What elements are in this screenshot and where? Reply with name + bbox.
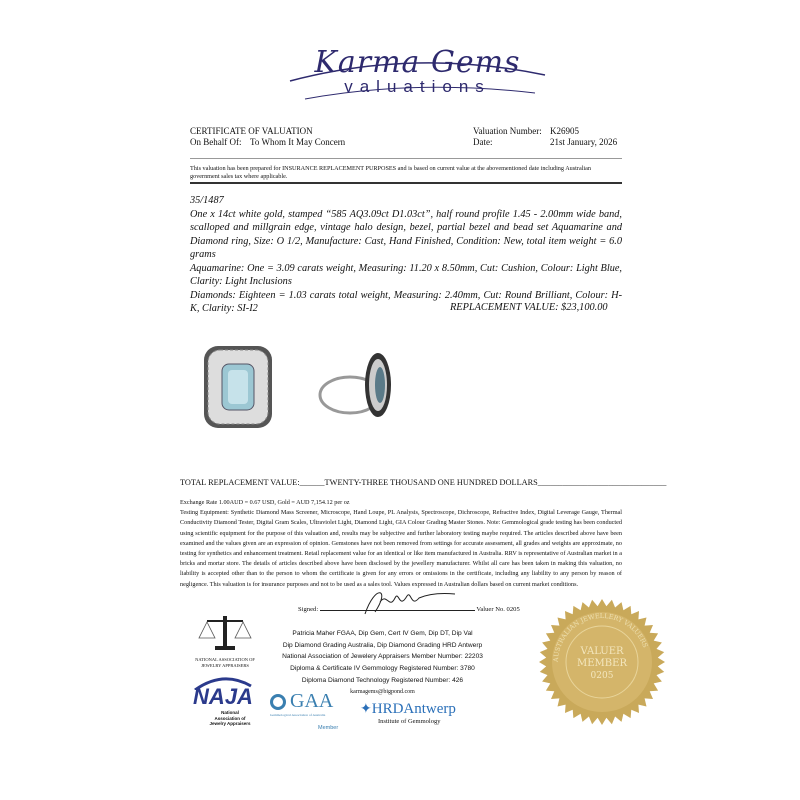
total-words: TWENTY-THREE THOUSAND ONE HUNDRED DOLLARS	[324, 478, 538, 487]
valuer-seal	[538, 598, 666, 726]
karma-gems-logo	[285, 45, 550, 105]
gaa-subtitle: Gemmological Association of Australia	[270, 713, 326, 717]
email: karmagems@bigpond.com	[350, 688, 415, 695]
valuation-number: K26905	[550, 126, 579, 136]
behalf-label: On Behalf Of:	[190, 137, 242, 147]
seal-ring-text: AUSTRALIAN JEWELLERY VALUERS	[551, 611, 650, 663]
date-value: 21st January, 2026	[550, 137, 618, 147]
gaa-wordmark: GAA	[290, 690, 334, 712]
naja-logo	[188, 676, 258, 727]
scales-icon	[195, 612, 255, 652]
ring-photo	[200, 340, 400, 440]
exchange-rate: Exchange Rate 1.00AUD = 0.67 USD, Gold = AUD 7,154.12 per oz	[180, 499, 350, 506]
behalf-value: To Whom It May Concern	[250, 137, 346, 147]
seal-line: MEMBER	[577, 658, 627, 669]
credential-line: Patricia Maher FGAA, Dip Gem, Cert IV Gem, Dip DT, Dip Val	[292, 630, 473, 637]
credential-line: Diploma Diamond Technology Registered Number: 426	[301, 676, 464, 684]
item-text: One x 14ct white gold, stamped “585 AQ3.09ct D1.03ct”, half round profile 1.45 - 2.00mm wide band, scalloped and millgrain edge, vintage halo design, bezel, partial bezel and bead set Aquamarine and Diamond ring, Size: O 1/2, Manufacture: Cast, Hand Finished, Condition: New, total item weight = 6.0 grams	[190, 208, 622, 260]
date-label: Date:	[473, 137, 493, 147]
signature	[355, 588, 465, 618]
divider	[190, 158, 622, 159]
naja-text: NATIONAL ASSOCIATION OF JEWELRY APPRAISERS	[195, 657, 255, 668]
naja-subtitle: National Association of Jewelry Appraisers	[209, 710, 251, 726]
hrd-wordmark: HRDAntwerp	[371, 701, 456, 717]
item-ref: 35/1487	[190, 195, 224, 206]
credential-line: Dip Diamond Grading Australia, Dip Diamond Grading HRD Antwerp	[282, 641, 483, 649]
credential-line: National Association of Jewelery Appraisers Member Number: 22203	[282, 653, 483, 661]
logo-script: Karma Gems	[314, 45, 521, 80]
gaa-emblem-icon	[270, 694, 286, 710]
aquamarine-text: Aquamarine: One = 3.09 carats weight, Measuring: 11.20 x 8.50mm, Cut: Cushion, Colour: Light Blue, Clarity: Light Inclusions	[190, 262, 622, 287]
divider	[190, 182, 622, 184]
naja-wordmark: NAJA	[193, 684, 253, 709]
intro-text: This valuation has been prepared for INSURANCE REPLACEMENT PURPOSES and is based on current value at the abovementioned date including Australian government sales tax where applicable.	[190, 165, 591, 180]
valuer-credentials	[275, 628, 490, 698]
hrd-logo	[360, 700, 456, 725]
disclaimer-text: Testing Equipment: Synthetic Diamond Mass Screener, Microscope, Hand Loupe, PL Analysis, Spectroscope, Dichroscope, Refractive Index, Digital Leverage Gauge, Thermal Conductivity Diamond Tester, Digital Gram Scales, Ultraviolet Light, Diamond Light, GIA Colour Grading Master Stones. Note: Gemmological grade testing has been conducted using scientific equipment for the purpose of this valuation and, results may be subjective and further laboratory testing maybe required. The articles described above have been examined and the values given are an expression of opinion. Gemstones have not been removed from settings for accurate assessment, all grades and weights are approximate, no testing for synthetics and enhancement treatment. Retail replacement value for an identical or like item manufactured in Australia. RRV is representative of Australian market in a bricks and mortar store. The details of articles described above have been disclosed by the jewellery manufacturer. Whilst all care has been taken in making this valuation, no liability is accepted other than to the person to whom the certificate is given for any errors or omissions in the certificate, including any liability to any person by reason of negligence. This valuation is for insurance purposes and not to be used as a sales tool. Values expressed in Australian dollars based on current market conditions.	[180, 509, 622, 588]
valuation-number-label: Valuation Number:	[473, 126, 542, 136]
disclaimer	[180, 498, 622, 590]
total-label: TOTAL REPLACEMENT VALUE:	[180, 478, 300, 487]
gaa-member: Member	[318, 725, 339, 731]
valuer-number: Valuer No. 0205	[476, 606, 520, 613]
hrd-subtitle: Institute of Gemmology	[378, 718, 441, 725]
star-icon: ✦	[360, 702, 372, 717]
certificate-title: CERTIFICATE OF VALUATION	[190, 126, 313, 136]
naja-scales-logo	[185, 612, 265, 668]
seal-line: 0205	[590, 671, 614, 681]
total-replacement-value: TOTAL REPLACEMENT VALUE:______TWENTY-THREE THOUSAND ONE HUNDRED DOLLARS_______________________________	[180, 478, 667, 487]
credential-line: Diploma & Certificate IV Gemmology Registered Number: 3780	[290, 665, 475, 673]
logo-subtitle: valuations	[344, 77, 491, 96]
signed-label: Signed:	[298, 606, 319, 613]
diamonds-text: Diamonds: Eighteen = 1.03 carats total weight, Measuring: 2.40mm, Cut: Round Brilliant, Colour: H-K, Clarity: SI-I2	[190, 289, 622, 314]
item-description	[190, 194, 622, 316]
seal-line: VALUER	[580, 646, 624, 657]
gaa-logo	[270, 690, 350, 731]
replacement-value: REPLACEMENT VALUE: $23,100.00	[450, 302, 608, 313]
